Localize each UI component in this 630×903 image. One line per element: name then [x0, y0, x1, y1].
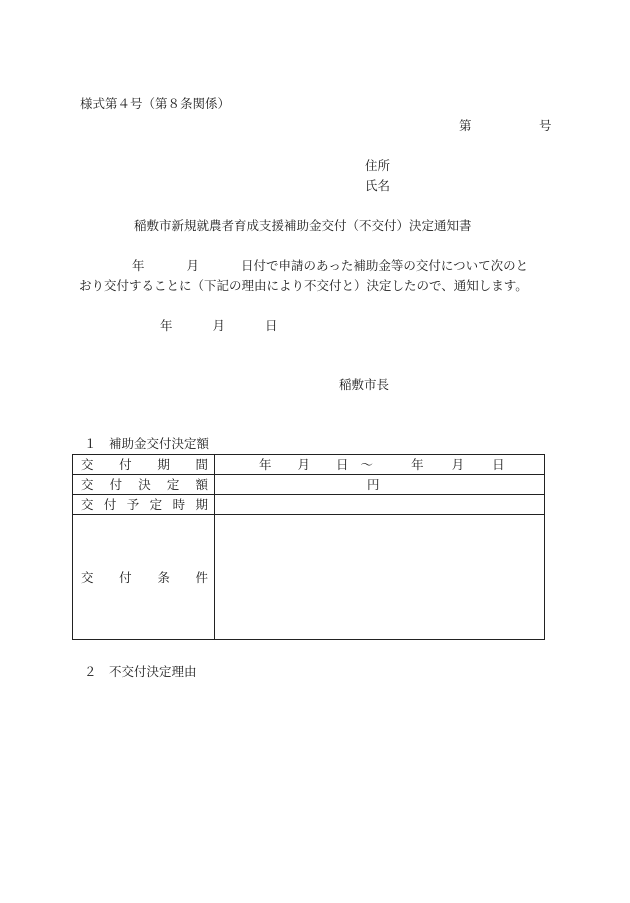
table-row-period	[73, 455, 545, 475]
body-year: 年	[132, 258, 145, 273]
amount-value[interactable]	[215, 475, 545, 495]
period-tilde: ～	[360, 457, 374, 472]
section-2-heading: ２ 不交付決定理由	[84, 664, 197, 679]
notice-date	[160, 318, 278, 334]
period-to-month: 月	[451, 457, 465, 472]
period-label: 交 付 期 間	[73, 455, 215, 475]
period-from-month: 月	[297, 457, 311, 472]
table-row-amount	[73, 475, 545, 495]
notice-year: 年	[160, 318, 173, 333]
document-title: 稲敷市新規就農者育成支援補助金交付（不交付）決定通知書	[134, 218, 472, 233]
conditions-value[interactable]	[215, 515, 545, 640]
body-month: 月	[186, 258, 200, 273]
period-to-year: 年	[411, 457, 424, 472]
document-number-go: 号	[539, 118, 552, 133]
period-from-day: 日	[336, 457, 349, 472]
period-from-year: 年	[259, 457, 272, 472]
document-number-dai: 第	[459, 118, 472, 133]
body-line-2: おり交付することに（下記の理由により不交付と）決定したので、通知します。	[79, 278, 528, 293]
section-1-heading: １ 補助金交付決定額	[84, 436, 210, 451]
body-line-1-text: 日付で申請のあった補助金等の交付について次のと	[241, 258, 529, 273]
period-value[interactable]	[215, 455, 545, 475]
amount-label: 交 付 決 定 額	[73, 475, 215, 495]
address-label: 住所	[365, 158, 391, 173]
conditions-label: 交 付 条 件	[73, 515, 215, 640]
notice-day: 日	[265, 318, 278, 333]
table-row-conditions	[73, 515, 545, 640]
grant-decision-table	[72, 454, 545, 640]
schedule-value[interactable]	[215, 495, 545, 515]
name-label: 氏名	[365, 178, 391, 193]
amount-unit-yen: 円	[367, 477, 380, 492]
sender-title: 稲敷市長	[339, 377, 390, 392]
period-to-day: 日	[492, 457, 505, 472]
notice-month: 月	[212, 318, 226, 333]
body-line-1	[132, 258, 528, 274]
schedule-label: 交 付 予 定 時 期	[73, 495, 215, 515]
form-number-label: 様式第４号（第８条関係）	[80, 96, 231, 111]
table-row-schedule	[73, 495, 545, 515]
